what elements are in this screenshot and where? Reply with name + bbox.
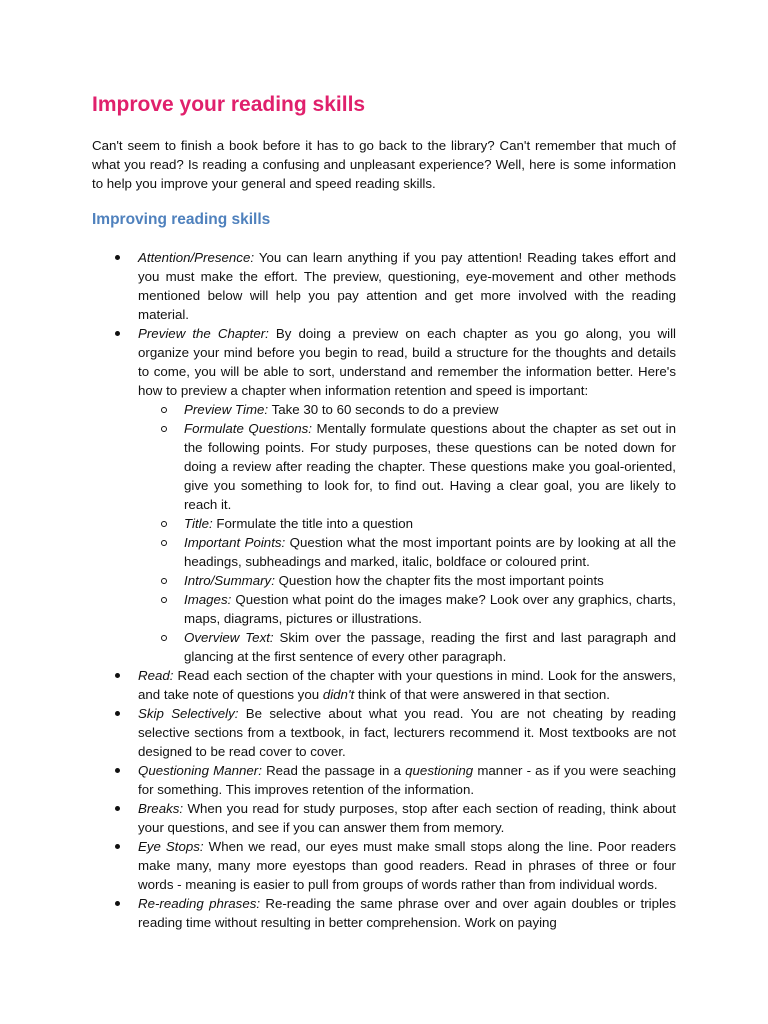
item-text: When we read, our eyes must make small stops along the line. Poor readers make many, many more eyestops than good readers. Read in phrases of three or four words - meaning is easier to pull from groups of words rather than from individual words. <box>138 839 676 892</box>
item-emphasis: questioning <box>405 763 474 778</box>
item-lead: Questioning Manner: <box>138 763 262 778</box>
sub-list-item <box>138 590 676 628</box>
item-lead: Breaks: <box>138 801 184 816</box>
item-text: Be selective about what you read. You are not cheating by reading selective sections from a textbook, in fact, lecturers recommend it. Most textbooks are not designed to be read cover to cover. <box>138 706 677 759</box>
sub-item-text: Formulate the title into a question <box>212 516 414 531</box>
item-text: Read each section of the chapter with your questions in mind. Look for the answers, and take note of questions you <box>138 668 676 702</box>
item-lead: Read: <box>138 668 174 683</box>
item-text: When you read for study purposes, stop after each section of reading, think about your questions, and see if you can answer them from memory. <box>138 801 676 835</box>
bullet-icon <box>115 331 120 336</box>
sub-item-lead: Intro/Summary: <box>184 573 275 588</box>
sub-item-lead: Important Points: <box>184 535 286 550</box>
item-lead: Re-reading phrases: <box>138 896 261 911</box>
item-text: Read the passage in a <box>261 763 406 778</box>
bullet-icon <box>115 673 120 678</box>
sub-list-item <box>138 533 676 571</box>
bullet-icon <box>115 711 120 716</box>
sub-list-item <box>138 419 676 514</box>
circle-bullet-icon <box>161 426 167 432</box>
page-title: Improve your reading skills <box>92 93 366 116</box>
circle-bullet-icon <box>161 597 167 603</box>
circle-bullet-icon <box>161 635 167 641</box>
sub-item-lead: Formulate Questions: <box>184 421 312 436</box>
sub-item-text: Mentally formulate questions about the chapter as set out in the following points. For study purposes, these questions can be noted down for doing a review after reading the chapter. These questions make you goal-oriented, give you something to look for, to find out. Having a clear goal, you are likely to reach it. <box>184 421 676 512</box>
sub-item-text: Skim over the passage, reading the first and last paragraph and glancing at the first sentence of every other paragraph. <box>184 630 676 664</box>
circle-bullet-icon <box>161 407 167 413</box>
bullet-icon <box>115 768 120 773</box>
list-item <box>92 837 676 894</box>
tips-list <box>92 248 676 932</box>
circle-bullet-icon <box>161 540 167 546</box>
item-lead: Preview the Chapter: <box>138 326 269 341</box>
item-emphasis: didn't <box>322 687 355 702</box>
bullet-icon <box>115 255 120 260</box>
item-text: You can learn anything if you pay attention! Reading takes effort and you must make the effort. The preview, questioning, eye-movement and other methods mentioned below will help you pay attention and get more involved with the reading material. <box>138 250 676 322</box>
sub-list-item <box>138 571 676 590</box>
list-item <box>92 704 676 761</box>
section-heading: Improving reading skills <box>92 211 271 228</box>
sub-list-item <box>138 628 676 666</box>
sub-item-text: Question how the chapter fits the most important points <box>274 573 604 588</box>
list-item <box>92 324 676 666</box>
item-text: think of that were answered in that section. <box>354 687 610 702</box>
preview-steps-list <box>138 400 676 666</box>
item-lead: Skip Selectively: <box>138 706 239 721</box>
list-item <box>92 248 676 324</box>
circle-bullet-icon <box>161 521 167 527</box>
item-text: manner - as if you were seaching for something. This improves retention of the information. <box>138 763 676 797</box>
bullet-icon <box>115 901 120 906</box>
sub-item-lead: Overview Text: <box>184 630 274 645</box>
list-item <box>92 894 676 932</box>
sub-list-item <box>138 400 676 419</box>
sub-item-lead: Images: <box>184 592 232 607</box>
bullet-icon <box>115 806 120 811</box>
sub-item-text: Take 30 to 60 seconds to do a preview <box>268 402 499 417</box>
sub-list-item <box>138 514 676 533</box>
bullet-icon <box>115 844 120 849</box>
sub-item-lead: Preview Time: <box>184 402 269 417</box>
item-text: Re-reading the same phrase over and over again doubles or triples reading time without resulting in better comprehension. Work on paying <box>138 896 676 930</box>
item-lead: Attention/Presence: <box>138 250 255 265</box>
sub-item-text: Question what point do the images make? Look over any graphics, charts, maps, diagrams, pictures or illustrations. <box>184 592 676 626</box>
sub-item-text: Question what the most important points are by looking at all the headings, subheadings and marked, italic, boldface or coloured print. <box>184 535 676 569</box>
list-item <box>92 666 676 704</box>
item-text: By doing a preview on each chapter as you go along, you will organize your mind before you begin to read, build a structure for the thoughts and details to come, you will be able to sort, understand and remember the information better. Here's how to preview a chapter when information retention and speed is important: <box>138 326 676 398</box>
list-item <box>92 799 676 837</box>
sub-item-lead: Title: <box>184 516 213 531</box>
intro-paragraph: Can't seem to finish a book before it has to go back to the library? Can't remember that much of what you read? Is reading a confusing and unpleasant experience? Well, here is some information to help you improve your general and speed reading skills. <box>92 138 676 191</box>
circle-bullet-icon <box>161 578 167 584</box>
list-item <box>92 761 676 799</box>
item-lead: Eye Stops: <box>138 839 204 854</box>
